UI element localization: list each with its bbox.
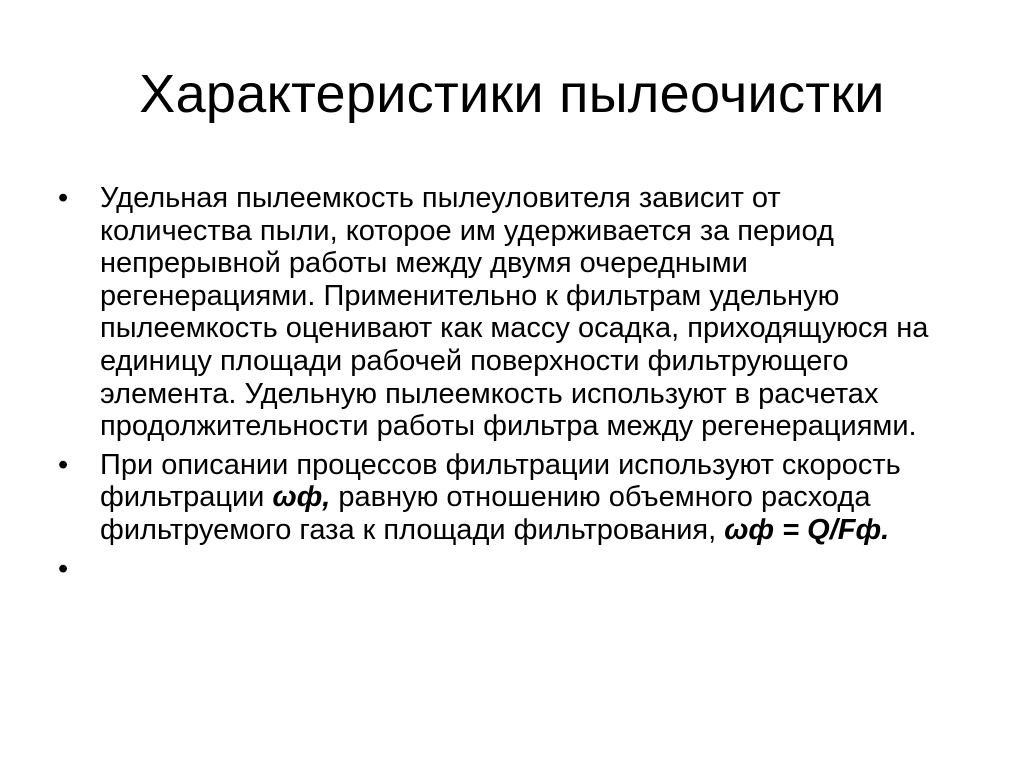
bullet-list <box>58 182 938 591</box>
bullet-text: Удельная пылеемкость пылеуловителя зависит от количества пыли, которое им удерживается за период непрерывной работы между двумя очередными регенерациями. Применительно к фильтрам удельную пылеемкость оценивают как массу осадка, приходящуюся на единицу площади рабочей поверхности фильтрующего элемента. Удельную пылеемкость используют в расчетах продолжительности работы фильтра между регенерациями. <box>100 182 929 443</box>
slide-title: Характеристики пылеочистки <box>139 64 885 124</box>
bullet-marker: • <box>58 552 69 585</box>
bullet-marker: • <box>58 182 69 214</box>
filtration-speed-formula: ωф = Q/Fф. <box>724 513 890 546</box>
bullet-item-filtration-speed <box>58 449 938 547</box>
bullet-text-part: равную отношению объемного расхода фильтруемого газа к площади фильтрования, <box>100 481 871 546</box>
bullet-text <box>100 449 938 547</box>
bullet-text-part: При описании процессов фильтрации используют скорость фильтрации <box>100 448 901 514</box>
bullet-text <box>100 553 938 585</box>
filtration-speed-symbol: ωф, <box>272 481 331 514</box>
bullet-marker: • <box>58 448 69 481</box>
bullet-item-specific-dust-capacity <box>58 182 938 443</box>
bullet-item-empty <box>58 553 938 585</box>
